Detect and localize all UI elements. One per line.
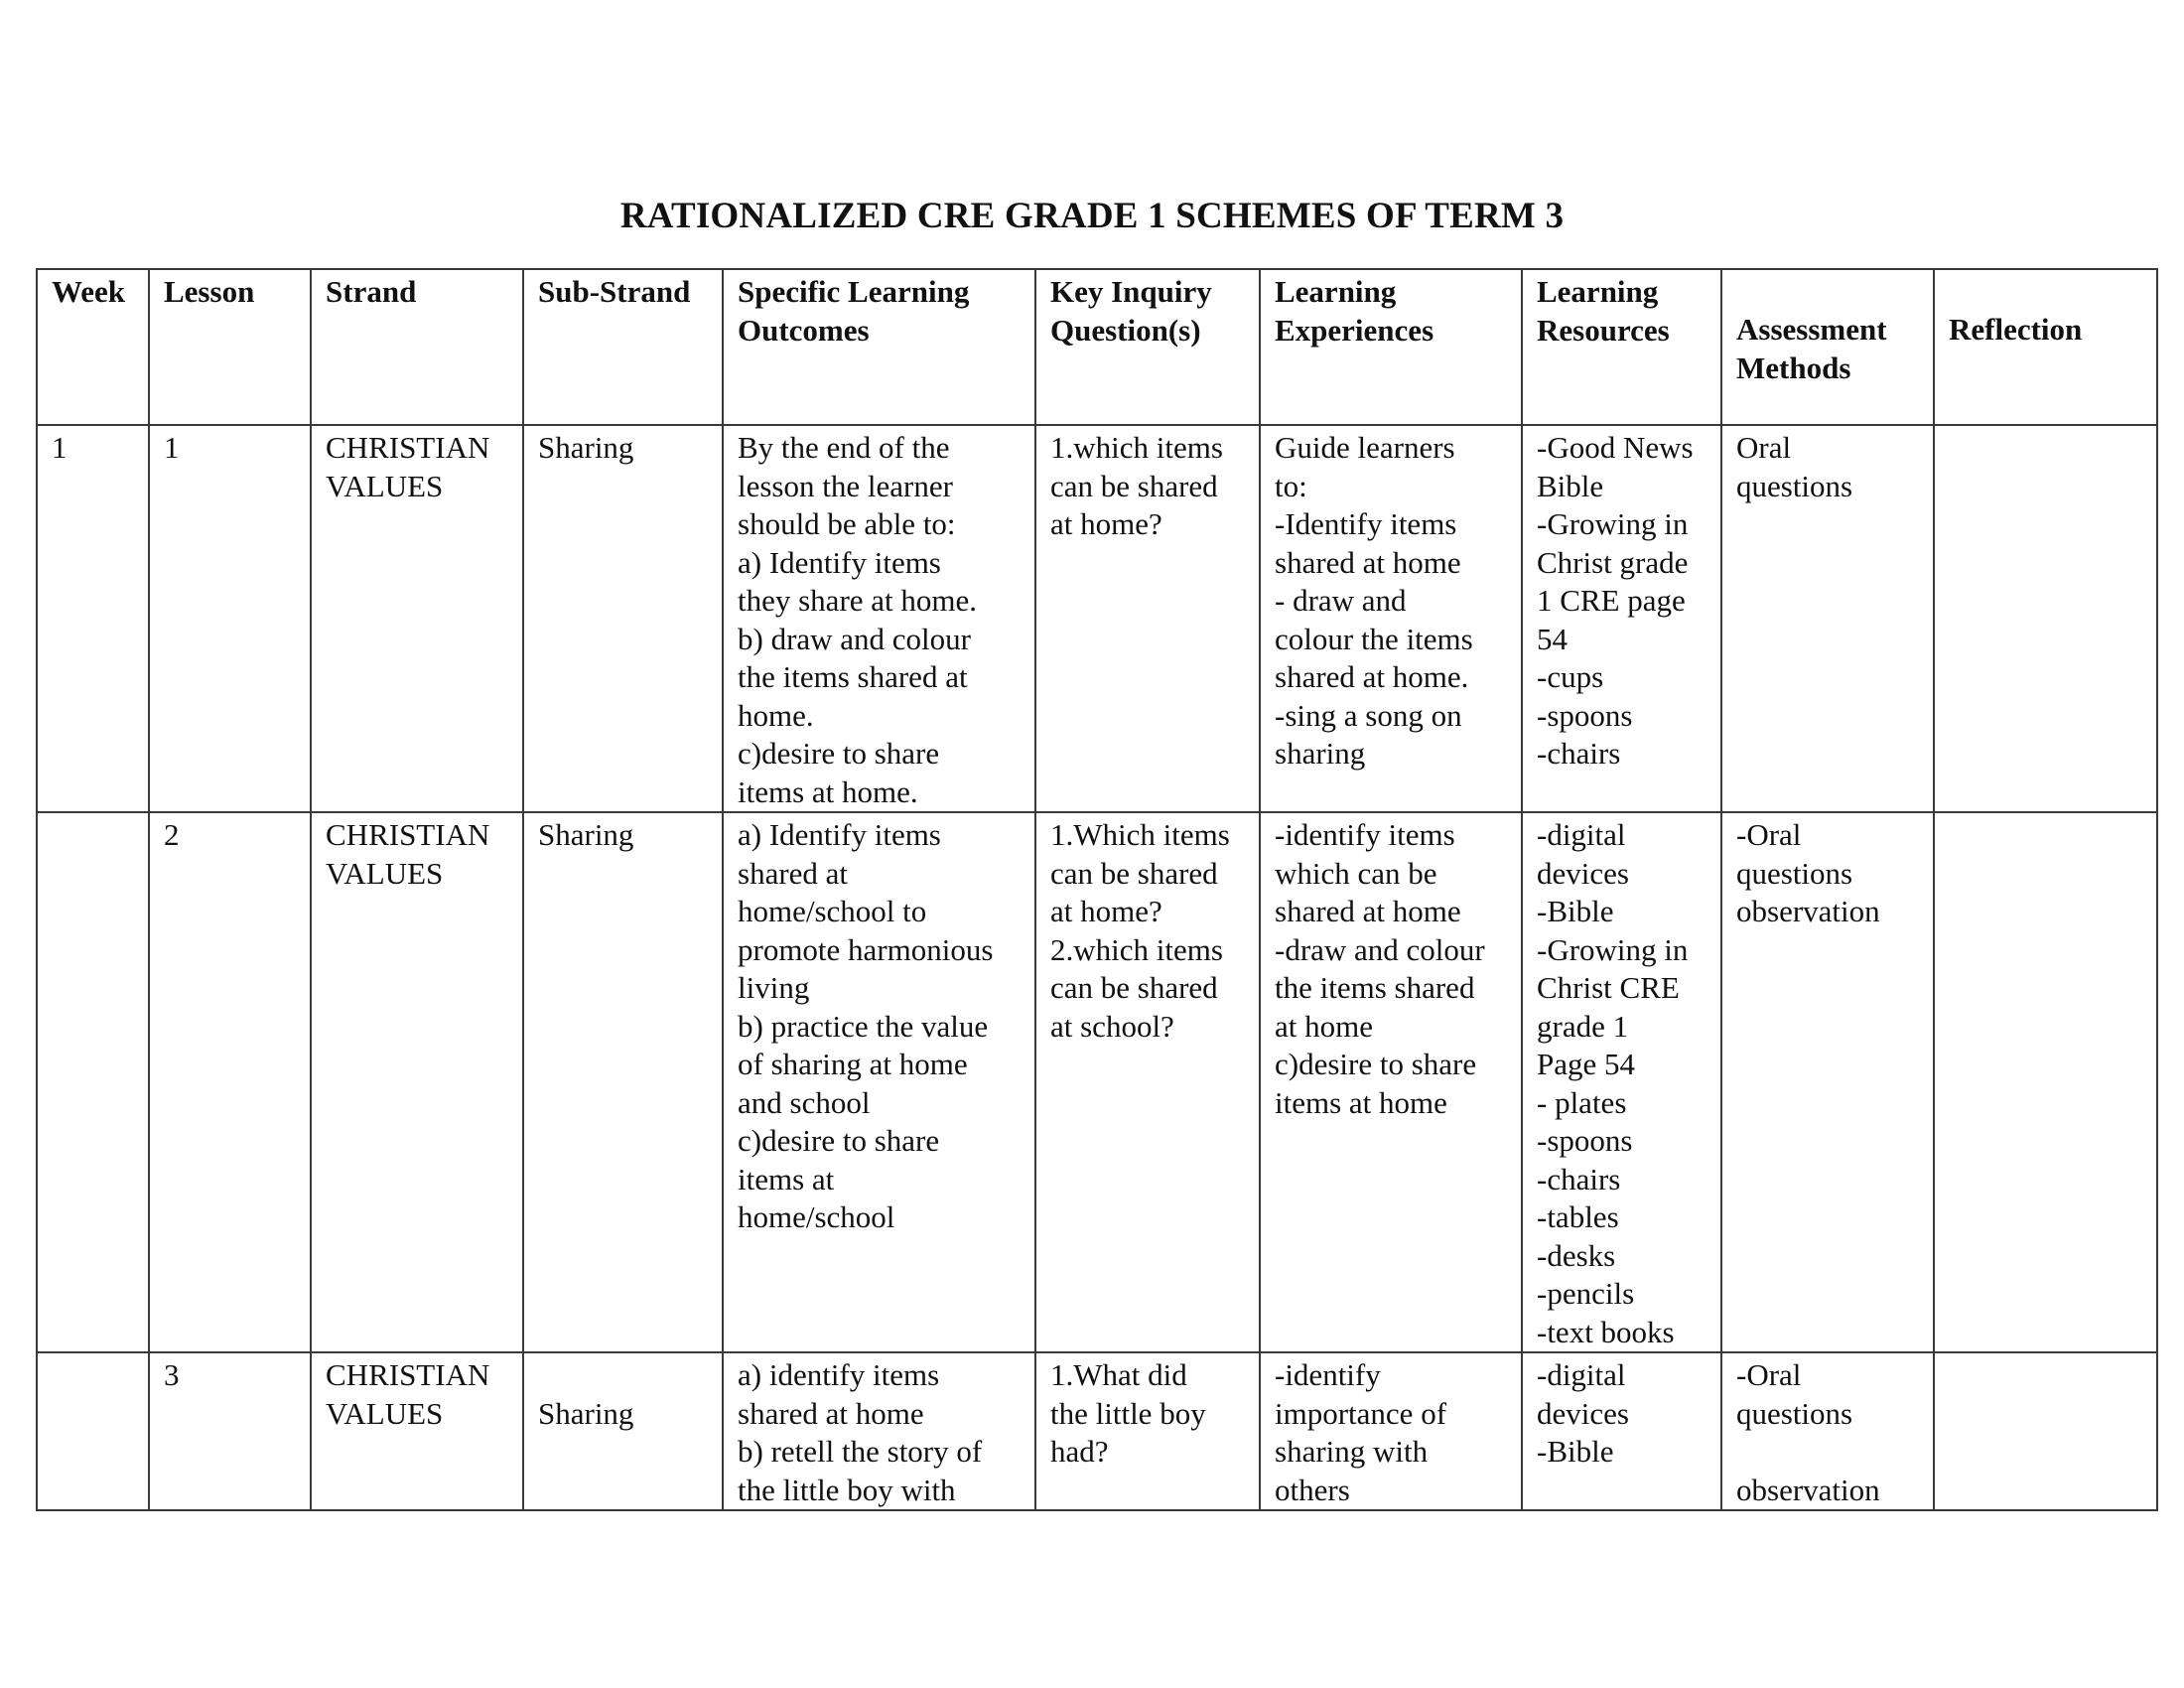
key-inquiry-cell: 1.Which items can be shared at home? 2.which items can be shared at school? [1035,812,1260,1352]
header-learning-resources: Learning Resources [1522,269,1721,425]
header-assessment-methods: Assessment Methods [1721,269,1934,425]
outcomes-cell: By the end of the lesson the learner should be able to: a) Identify items they share at home. b) draw and colour the items shared at home. c)desire to share items at home. [723,425,1035,812]
reflection-cell [1934,1352,2157,1510]
document-title: RATIONALIZED CRE GRADE 1 SCHEMES OF TERM 3 [619,196,1565,236]
reflection-cell [1934,812,2157,1352]
experiences-cell: -identify importance of sharing with others [1260,1352,1522,1510]
strand-cell: CHRISTIAN VALUES [311,812,523,1352]
sub-strand-cell: Sharing [523,812,723,1352]
resources-cell: -digital devices -Bible -Growing in Christ CRE grade 1 Page 54 - plates -spoons -chairs -tables -desks -pencils -text books [1522,812,1721,1352]
assessment-cell: Oral questions [1721,425,1934,812]
table-row [37,1352,2157,1510]
sub-strand-cell: Sharing [523,425,723,812]
header-reflection: Reflection [1934,269,2157,425]
outcomes-cell: a) identify items shared at home b) retell the story of the little boy with [723,1352,1035,1510]
header-lesson: Lesson [149,269,311,425]
header-learning-experiences: Learning Experiences [1260,269,1522,425]
strand-cell: CHRISTIAN VALUES [311,425,523,812]
week-cell [37,1352,149,1510]
table-header-row [37,269,2157,425]
lesson-cell: 2 [149,812,311,1352]
table-row [37,812,2157,1352]
week-cell [37,812,149,1352]
assessment-cell: -Oral questions observation [1721,812,1934,1352]
resources-cell: -digital devices -Bible [1522,1352,1721,1510]
outcomes-cell: a) Identify items shared at home/school to promote harmonious living b) practice the value of sharing at home and school c)desire to share items at home/school [723,812,1035,1352]
experiences-cell: -identify items which can be shared at home -draw and colour the items shared at home c)desire to share items at home [1260,812,1522,1352]
table-row [37,425,2157,812]
key-inquiry-cell: 1.which items can be shared at home? [1035,425,1260,812]
experiences-cell: Guide learners to: -Identify items shared at home - draw and colour the items shared at home. -sing a song on sharing [1260,425,1522,812]
reflection-cell [1934,425,2157,812]
assessment-cell: -Oral questions observation [1721,1352,1934,1510]
key-inquiry-cell: 1.What did the little boy had? [1035,1352,1260,1510]
lesson-cell: 3 [149,1352,311,1510]
strand-cell: CHRISTIAN VALUES [311,1352,523,1510]
scheme-of-work-table [36,268,2158,1511]
resources-cell: -Good News Bible -Growing in Christ grade 1 CRE page 54 -cups -spoons -chairs [1522,425,1721,812]
header-week: Week [37,269,149,425]
header-strand: Strand [311,269,523,425]
header-sub-strand: Sub-Strand [523,269,723,425]
lesson-cell: 1 [149,425,311,812]
sub-strand-cell: Sharing [523,1352,723,1510]
header-specific-learning-outcomes: Specific Learning Outcomes [723,269,1035,425]
header-key-inquiry-questions: Key Inquiry Question(s) [1035,269,1260,425]
week-cell: 1 [37,425,149,812]
